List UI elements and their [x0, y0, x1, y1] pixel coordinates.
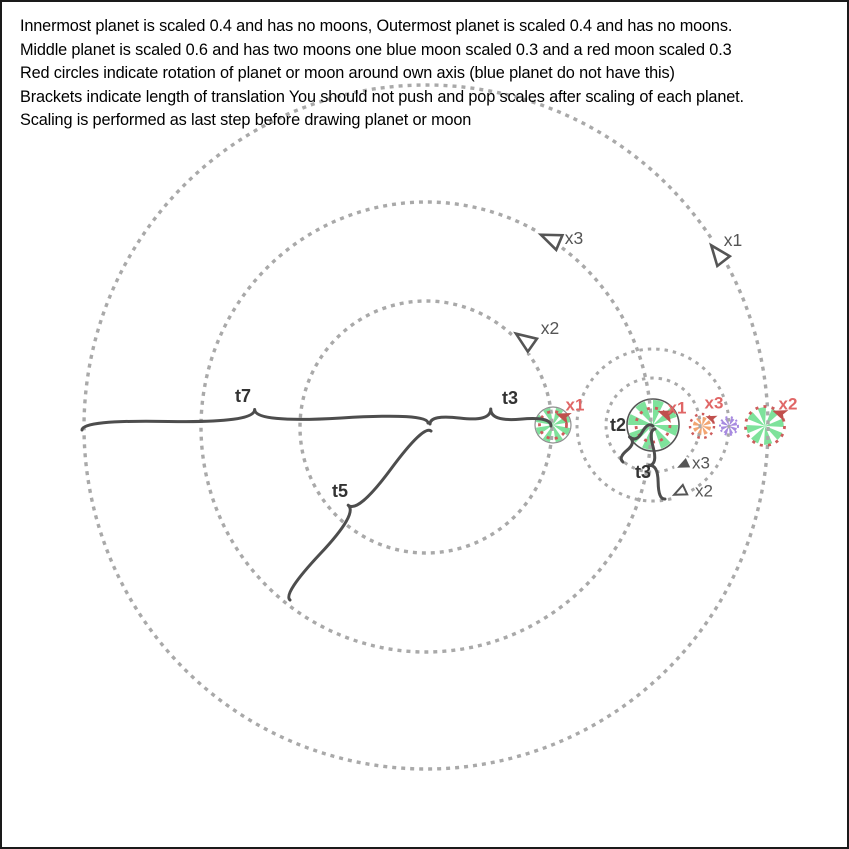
red-moon — [693, 417, 712, 436]
brace-t2-moon-label: t2 — [609, 415, 627, 435]
outer-orbit-speed-label: x1 — [723, 230, 743, 250]
instructions-text — [20, 15, 744, 133]
brace-t3-moon-label: t3 — [634, 462, 652, 482]
brace-t7-label: t7 — [234, 386, 252, 406]
brace-t7 — [82, 410, 428, 430]
red-moon-speed-label: x3 — [692, 453, 710, 473]
instruction-line: Red circles indicate rotation of planet or moon around own axis (blue planet do not have this) — [20, 64, 675, 83]
brace-t3-label: t3 — [501, 388, 519, 408]
outermost-planet-rotation-label: x2 — [778, 394, 798, 414]
instruction-line: Scaling is performed as last step before drawing planet or moon — [20, 111, 472, 130]
inner-orbit-speed-label: x2 — [540, 318, 560, 338]
middle-orbit-speed-label: x3 — [564, 228, 584, 248]
innermost-planet-rotation-label: x1 — [565, 395, 585, 415]
middle-planet-rotation-label: x1 — [667, 398, 687, 418]
brace-t5-label: t5 — [331, 481, 349, 501]
middle-orbit — [201, 202, 651, 652]
blue-moon-speed-label: x2 — [695, 481, 713, 501]
red-moon-rotation-label: x3 — [704, 393, 724, 413]
brace-t5 — [289, 430, 431, 600]
instruction-line: Brackets indicate length of translation You should not push and pop scales after scaling of each planet. — [20, 87, 744, 106]
brace-t3 — [430, 409, 551, 426]
instruction-line: Middle planet is scaled 0.6 and has two moons one blue moon scaled 0.3 and a red moon scaled 0.3 — [20, 40, 732, 59]
instruction-line: Innermost planet is scaled 0.4 and has no moons, Outermost planet is scaled 0.4 and has no moons. — [20, 17, 733, 35]
